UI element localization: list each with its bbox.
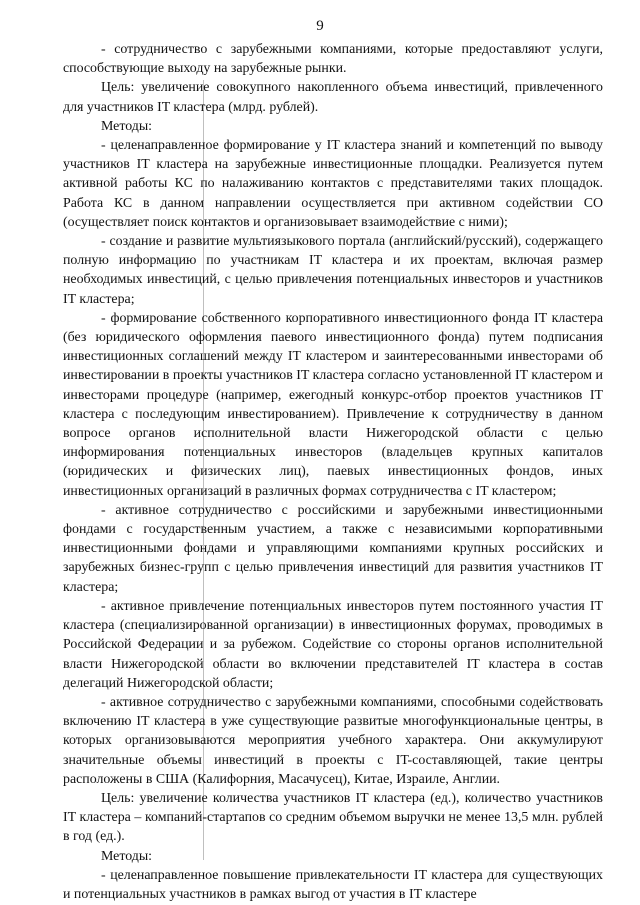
paragraph: Цель: увеличение количества участников IT кластера (ед.), количество участников IT кластера – компаний-стартапов со средним объемом выручки не менее 13,5 млн. рублей в год (ед.). <box>63 790 603 845</box>
paragraph: - сотрудничество с зарубежными компаниями, которые предоставляют услуги, способствующие выходу на зарубежные рынки. <box>63 42 603 77</box>
paragraph: - целенаправленное формирование у IT кластера знаний и компетенций по выводу участников IT кластера на зарубежные инвестиционные площадки. Реализуется путем активной работы КС по налаживанию контактов с представителями таких площадок. Работа КС в данном направлении осуществляется при активном содействии СО (осуществляет поиск контактов и организовывает взаимодействие с ними); <box>63 138 603 230</box>
paragraph: Цель: увеличение совокупного накопленного объема инвестиций, привлеченного для участников IT кластера (млрд. рублей). <box>63 80 603 115</box>
paragraph: - активное привлечение потенциальных инвесторов путем постоянного участия IT кластера (специализированной организации) в инвестиционных форумах, проводимых в Российской Федерации и за рубежом. Содействие со стороны органов исполнительной власти Нижегородской области во включении представителей IT кластера в состав делегаций Нижегородской области; <box>63 598 603 691</box>
paragraph: - целенаправленное повышение привлекательности IT кластера для существующих и потенциальных участников в рамках выгод от участия в IT кластере <box>63 867 603 902</box>
paragraph: - создание и развитие мультиязыкового портала (английский/русский), содержащего полную информацию по участникам IT кластера и их проектам, включая размер необходимых инвестиций, с целью привлечения потенциальных инвесторов и участников IT кластера; <box>63 234 603 307</box>
paragraph: - активное сотрудничество с зарубежными компаниями, способными содействовать включению IT кластера в уже существующие развитые многофункциональные центры, в которых организовываются мероприятия учебного характера. Они аккумулируют значительные объемы инвестиций в проекты с IT-составляющей, такие центры расположены в США (Калифорния, Масачусец), Китае, Израиле, Англии. <box>63 694 603 787</box>
paragraph: Методы: <box>101 848 153 864</box>
paragraph: Методы: <box>101 118 153 134</box>
paragraph: - формирование собственного корпоративного инвестиционного фонда IT кластера (без юридического оформления паевого инвестиционного фонда) путем подписания инвестиционных соглашений между IT кластером и заинтересованными инвесторами об инвестировании в проекты участников IT кластера согласно установленной IT кластером и инвесторами процедуре (например, ежегодный конкурс-отбор проектов участников IT кластера с последующим инвестированием). Привлечение к сотрудничеству в данном вопросе органов исполнительной власти Нижегородской области с целью информирования потенциальных инвесторов (владельцев крупных капиталов (юридических и физических лиц), паевых инвестиционных фондов, иных инвестиционных организаций в различных формах сотрудничества с IT кластером; <box>63 310 603 499</box>
page-number: 9 <box>316 18 324 34</box>
paragraph: - активное сотрудничество с российскими и зарубежными инвестиционными фондами с государственным участием, а также с независимыми корпоративными инвестиционными фондами и управляющими компаниями крупных российских и зарубежных бизнес-групп с целью привлечения инвестиций для развития участников IT кластера; <box>63 502 603 595</box>
body-text <box>63 40 603 904</box>
